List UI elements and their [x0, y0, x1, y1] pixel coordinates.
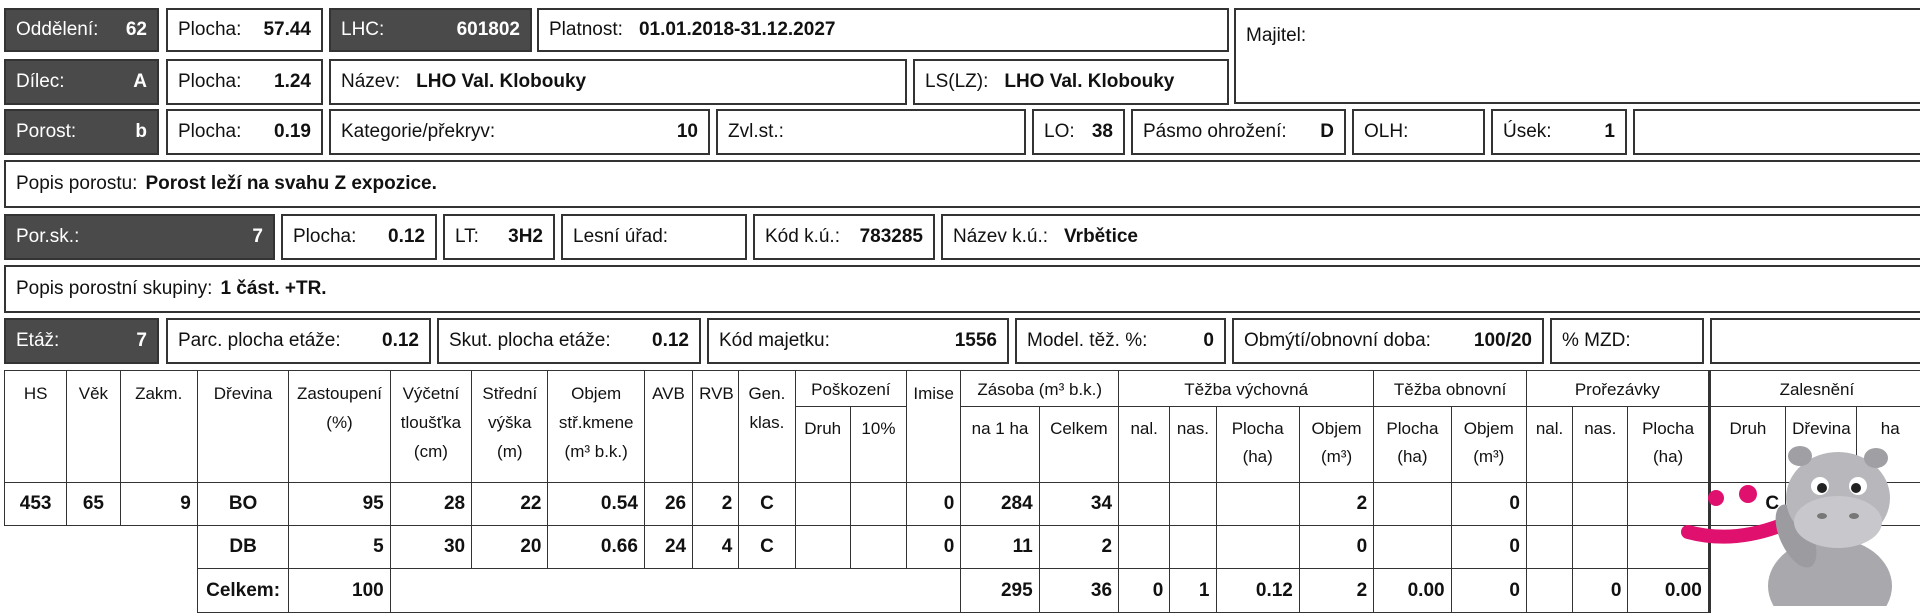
col-celkem: Celkem [1039, 407, 1118, 483]
col-tezba-vychovna: Těžba výchovná [1119, 371, 1374, 407]
cell-pr-nas [1573, 526, 1628, 569]
cell-tv-plocha [1216, 526, 1299, 569]
cell-na1ha: 11 [961, 526, 1039, 569]
col-gen: Gen. klas. [739, 371, 795, 483]
pink-dot-icon [1708, 490, 1724, 506]
dilec-field: Dílec: A [4, 59, 159, 105]
cell-vy: 20 [472, 526, 548, 569]
model-tez-field: Model. těž. %: 0 [1015, 318, 1226, 364]
cell-obj: 0.66 [548, 526, 644, 569]
col-rvb: RVB [693, 371, 739, 483]
total-to-objem: 0 [1451, 569, 1526, 613]
table-row [5, 526, 1920, 569]
cell-tv-nas [1170, 526, 1216, 569]
lt-field: LT: 3H2 [443, 214, 555, 260]
oddeleni-field: Oddělení: 62 [4, 8, 159, 52]
col-stredni: Střední výška (m) [472, 371, 548, 483]
lo-field: LO: 38 [1032, 109, 1125, 155]
lhc-field: LHC: 601802 [329, 8, 532, 52]
cell-to-objem: 0 [1451, 483, 1526, 526]
cell-tv-objem: 0 [1299, 526, 1373, 569]
plocha-oddeleni-field: Plocha: 57.44 [166, 8, 323, 52]
cell-pr-nas [1573, 483, 1628, 526]
usek-field: Úsek: 1 [1491, 109, 1627, 155]
cell-to-plocha [1374, 483, 1451, 526]
etaz-field: Etáž: 7 [4, 318, 159, 364]
total-tv-plocha: 0.12 [1216, 569, 1299, 613]
cell-rvb: 2 [693, 483, 739, 526]
cell-pr-nal [1526, 483, 1572, 526]
cell-to-plocha [1374, 526, 1451, 569]
cell-gen: C [739, 526, 795, 569]
col-z-druh: Druh [1709, 407, 1785, 483]
porsk-field: Por.sk.: 7 [4, 214, 275, 260]
col-z-ha: ha [1857, 407, 1920, 483]
cell-tl: 28 [390, 483, 471, 526]
popis-porostu-field: Popis porostu: Porost leží na svahu Z expozice. [4, 160, 1920, 208]
hippo-mascot-icon [1680, 436, 1920, 606]
col-zastoupeni: Zastoupení (%) [289, 371, 390, 483]
col-druh: Druh [795, 407, 850, 483]
col-tv-nal: nal. [1119, 407, 1170, 483]
col-tv-plocha: Plocha (ha) [1216, 407, 1299, 483]
col-avb: AVB [644, 371, 692, 483]
kod-majetku-field: Kód majetku: 1556 [707, 318, 1009, 364]
col-imise: Imise [907, 371, 961, 483]
cell-hs: 453 [5, 483, 67, 526]
obmyti-field: Obmýtí/obnovní doba: 100/20 [1232, 318, 1544, 364]
plocha-porsk-field: Plocha: 0.12 [281, 214, 437, 260]
parc-plocha-field: Parc. plocha etáže: 0.12 [166, 318, 431, 364]
col-vek: Věk [67, 371, 120, 483]
total-to-plocha: 0.00 [1374, 569, 1451, 613]
olh-field: OLH: [1352, 109, 1485, 155]
col-z-drevina: Dřevina [1786, 407, 1857, 483]
cell-avb: 24 [644, 526, 692, 569]
cell-druh [795, 526, 850, 569]
cell-na1ha: 284 [961, 483, 1039, 526]
kod-ku-field: Kód k.ú.: 783285 [753, 214, 935, 260]
col-zakm: Zakm. [120, 371, 197, 483]
plocha-dilec-field: Plocha: 1.24 [166, 59, 323, 105]
plocha-porost-field: Plocha: 0.19 [166, 109, 323, 155]
total-label: Celkem: [197, 569, 288, 613]
cell-zast: 5 [289, 526, 390, 569]
col-to-objem: Objem (m³) [1451, 407, 1526, 483]
porost-field: Porost: b [4, 109, 159, 155]
cell-tv-nas [1170, 483, 1216, 526]
col-objem: Objem stř.kmene (m³ b.k.) [548, 371, 644, 483]
total-tv-nal: 0 [1119, 569, 1170, 613]
cell-rvb: 4 [693, 526, 739, 569]
platnost-field: Platnost: 01.01.2018-31.12.2027 [537, 8, 1229, 52]
col-pr-plocha: Plocha (ha) [1628, 407, 1709, 483]
cell-avb: 26 [644, 483, 692, 526]
cell-z-druh: C [1709, 483, 1785, 526]
col-prorezavky: Prořezávky [1526, 371, 1709, 407]
cell-10pct [850, 483, 906, 526]
cell-pr-nal [1526, 526, 1572, 569]
cell-vek: 65 [67, 483, 120, 526]
total-tv-objem: 2 [1299, 569, 1373, 613]
kategorie-field: Kategorie/překryv: 10 [329, 109, 710, 155]
col-pr-nal: nal. [1526, 407, 1572, 483]
cell-to-objem: 0 [1451, 526, 1526, 569]
cell-tv-plocha [1216, 483, 1299, 526]
cell-druh [795, 483, 850, 526]
total-na1ha: 295 [961, 569, 1039, 613]
col-tv-nas: nas. [1170, 407, 1216, 483]
col-10pct: 10% [850, 407, 906, 483]
col-na1ha: na 1 ha [961, 407, 1039, 483]
cell-celkem: 34 [1039, 483, 1118, 526]
table-row [5, 483, 1920, 526]
cell-zakm: 9 [120, 483, 197, 526]
cell-10pct [850, 526, 906, 569]
total-pr-plocha: 0.00 [1628, 569, 1709, 613]
cell-celkem: 2 [1039, 526, 1118, 569]
col-pr-nas: nas. [1573, 407, 1628, 483]
col-tv-objem: Objem (m³) [1299, 407, 1373, 483]
col-drevina: Dřevina [197, 371, 288, 483]
col-tezba-obnovni: Těžba obnovní [1374, 371, 1527, 407]
total-pr-nas: 0 [1573, 569, 1628, 613]
cell-obj: 0.54 [548, 483, 644, 526]
majitel-field: Majitel: [1234, 8, 1920, 104]
row7-empty-field [1710, 318, 1920, 364]
row3-empty-field [1633, 109, 1920, 155]
pasmo-field: Pásmo ohrožení: D [1131, 109, 1346, 155]
mzd-field: % MZD: [1550, 318, 1704, 364]
cell-drevina: BO [197, 483, 288, 526]
cell-tl: 30 [390, 526, 471, 569]
total-tv-nas: 1 [1170, 569, 1216, 613]
col-to-plocha: Plocha (ha) [1374, 407, 1451, 483]
cell-imise: 0 [907, 526, 961, 569]
cell-vy: 22 [472, 483, 548, 526]
cell-drevina: DB [197, 526, 288, 569]
pink-dot-icon [1739, 485, 1757, 503]
col-vycetni: Výčetní tloušťka (cm) [390, 371, 471, 483]
nazev-field: Název: LHO Val. Klobouky [329, 59, 907, 105]
cell-gen: C [739, 483, 795, 526]
stand-table [4, 370, 1920, 613]
zvlst-field: Zvl.st.: [716, 109, 1026, 155]
cell-imise: 0 [907, 483, 961, 526]
total-celkem: 36 [1039, 569, 1118, 613]
nazev-ku-field: Název k.ú.: Vrbětice [941, 214, 1920, 260]
ls-field: LS(LZ): LHO Val. Klobouky [913, 59, 1229, 105]
lesni-urad-field: Lesní úřad: [561, 214, 747, 260]
cell-zast: 95 [289, 483, 390, 526]
cell-tv-objem: 2 [1299, 483, 1373, 526]
cell-tv-nal [1119, 526, 1170, 569]
col-poskozeni: Poškození [795, 371, 907, 407]
total-zast: 100 [289, 569, 390, 613]
skut-plocha-field: Skut. plocha etáže: 0.12 [437, 318, 701, 364]
cell-tv-nal [1119, 483, 1170, 526]
col-zasoba: Zásoba (m³ b.k.) [961, 371, 1119, 407]
col-zalesneni: Zalesnění [1709, 371, 1920, 407]
popis-skupiny-field: Popis porostní skupiny: 1 část. +TR. [4, 265, 1920, 313]
col-hs: HS [5, 371, 67, 483]
